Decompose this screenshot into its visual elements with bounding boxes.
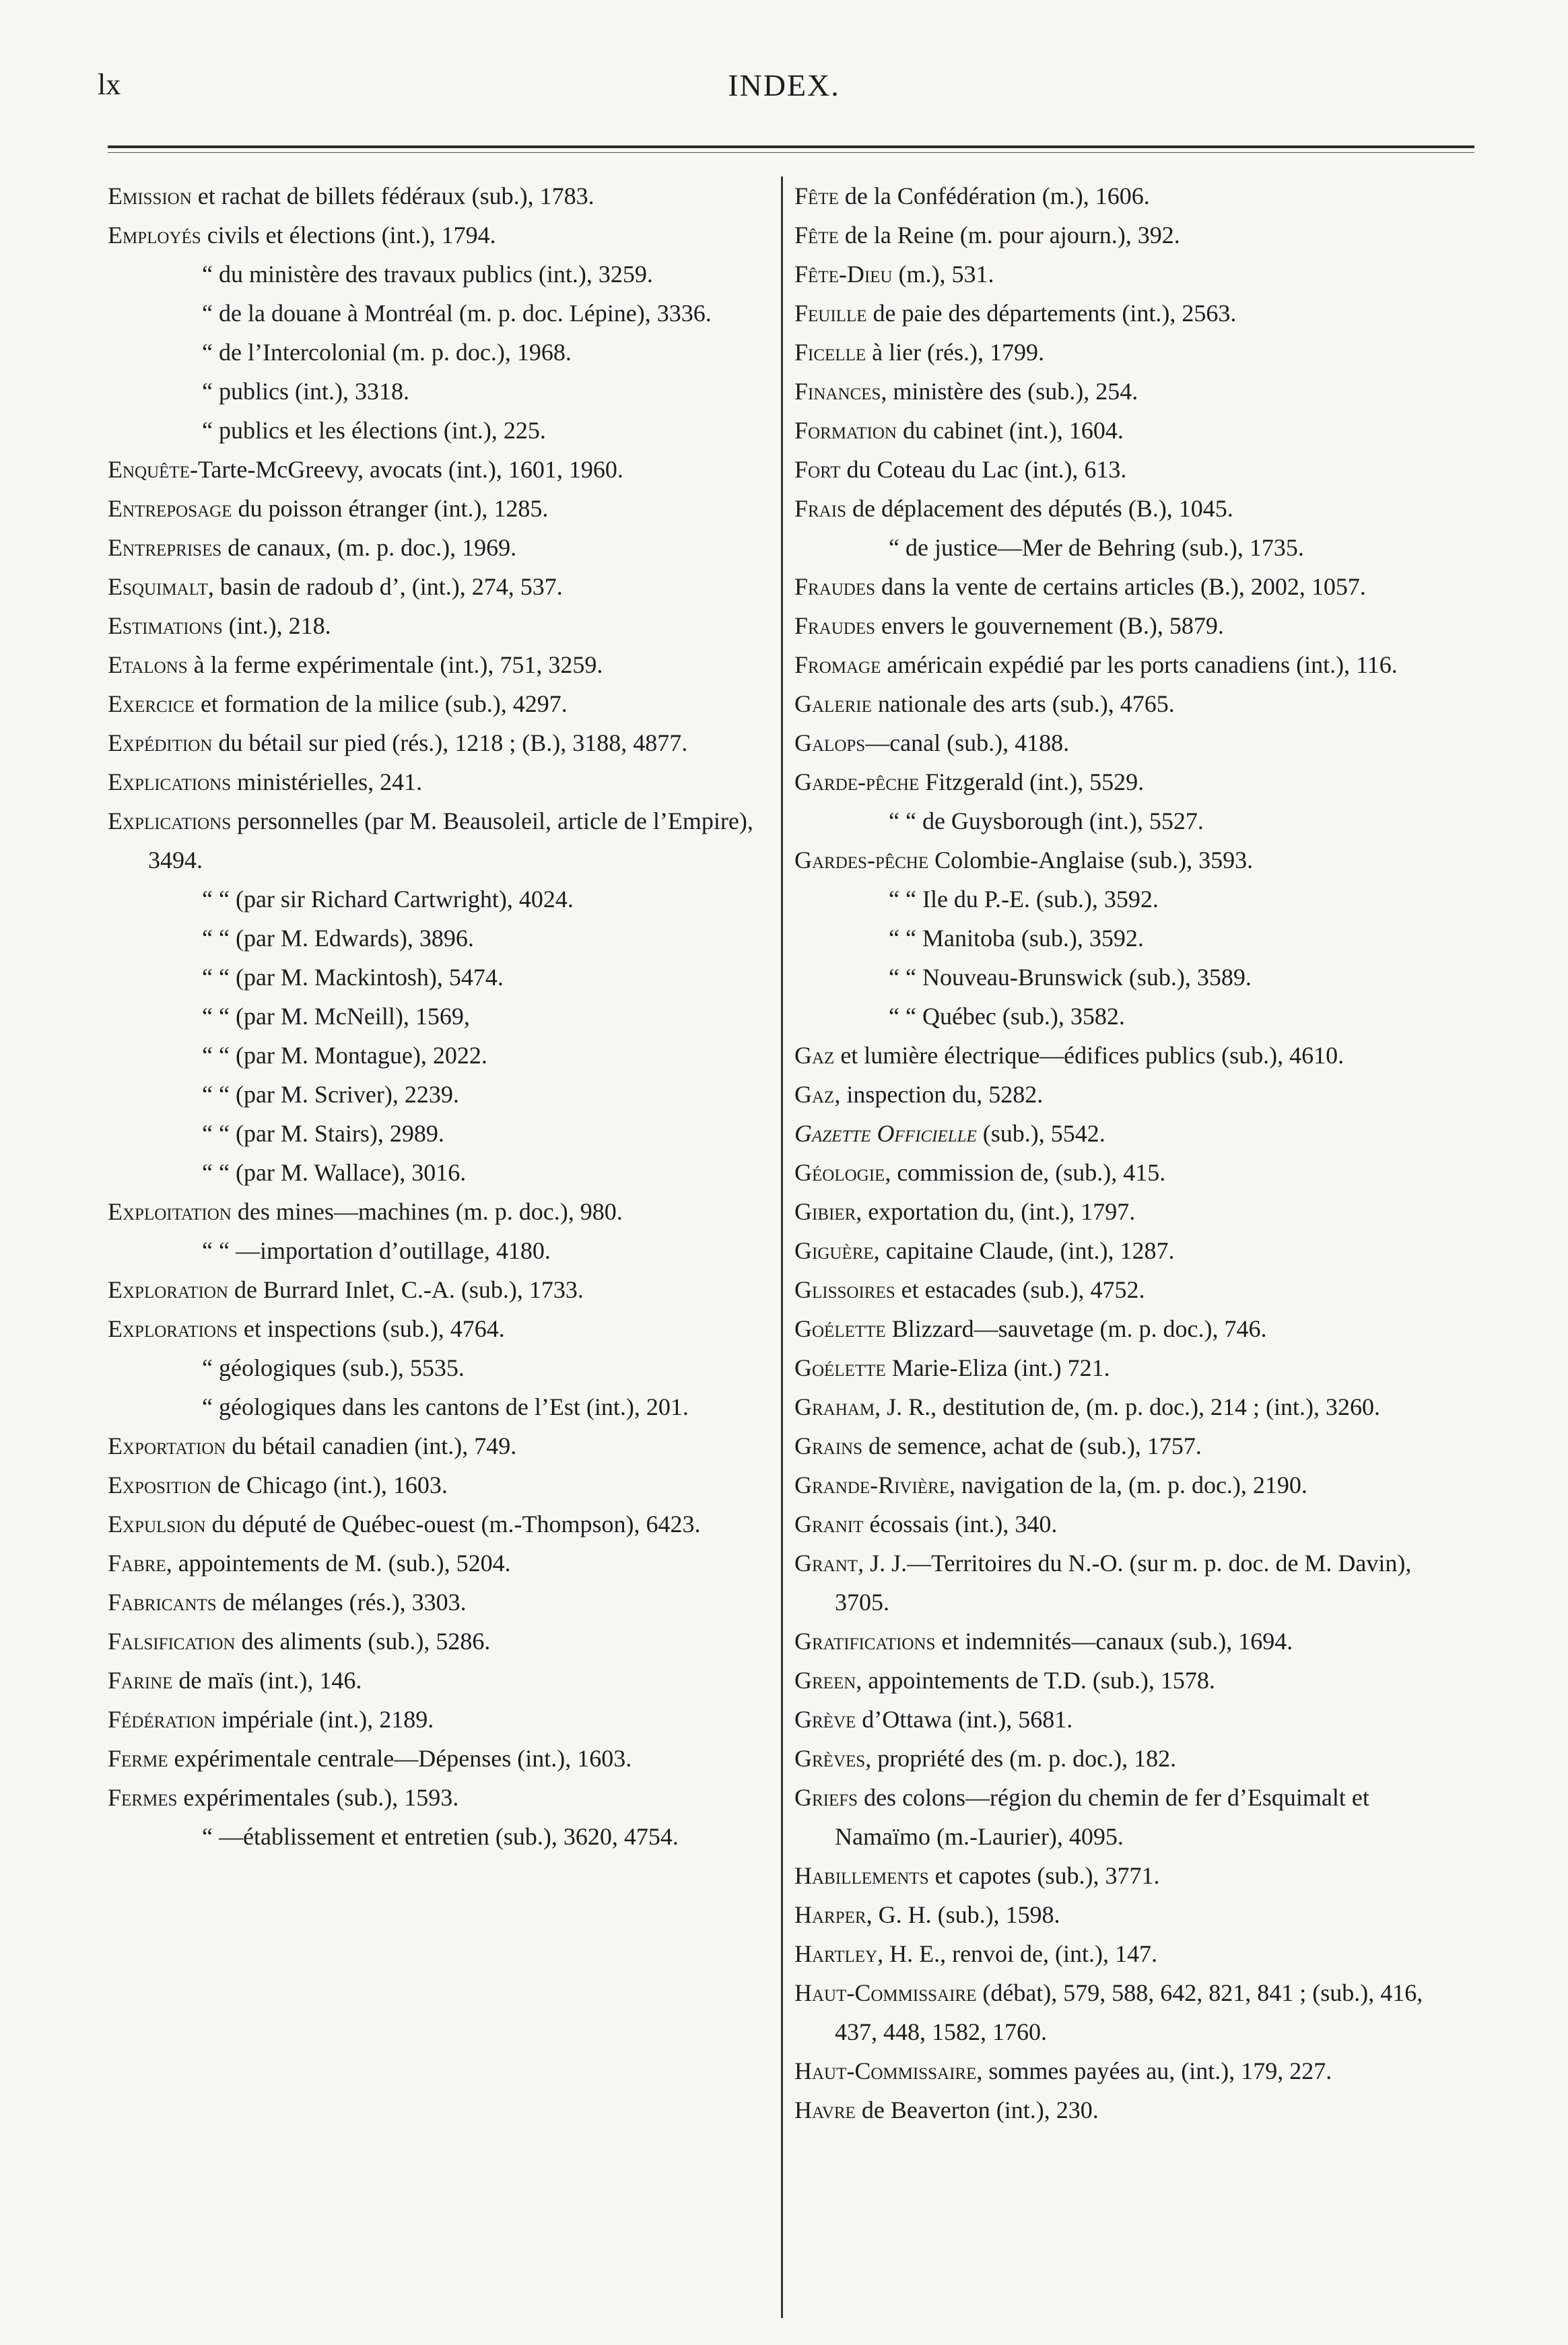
index-entry-heading: Grève <box>794 1706 856 1733</box>
index-entry <box>794 1075 1461 1114</box>
index-entry <box>794 1153 1461 1192</box>
index-entry <box>108 333 774 372</box>
index-entry-text: “ “ (par M. Montague), 2022. <box>202 1042 487 1069</box>
index-entry <box>108 1661 774 1700</box>
index-entry-heading: Exposition <box>108 1472 211 1498</box>
index-entry-text: impériale (int.), 2189. <box>215 1706 434 1733</box>
index-entry-text: de Beaverton (int.), 230. <box>855 2096 1099 2123</box>
index-entry <box>794 2090 1461 2129</box>
index-entry-heading: Fête-Dieu <box>794 261 893 288</box>
index-entry-heading: Expulsion <box>108 1511 206 1538</box>
index-entry-text: Colombie-Anglaise (sub.), 3593. <box>928 847 1254 873</box>
index-entry-text: expérimentale centrale—Dépenses (int.), 1603. <box>168 1745 632 1772</box>
index-entry-text: , basin de radoub d’, (int.), 274, 537. <box>207 573 563 600</box>
index-entry-text: (sub.), 5542. <box>976 1120 1105 1147</box>
index-entry-text: “ “ Manitoba (sub.), 3592. <box>889 925 1144 952</box>
index-entry <box>108 1583 774 1622</box>
index-entry-heading: Entreprises <box>108 534 222 561</box>
index-entry-text: des colons—région du chemin de fer d’Esquimalt et Namaïmo (m.-Laurier), 4095. <box>835 1784 1369 1850</box>
index-entry-text: “ “ (par M. McNeill), 1569, <box>202 1003 470 1030</box>
index-entry <box>794 723 1461 762</box>
index-entry-heading: Graham <box>794 1393 875 1420</box>
page-number: lx <box>98 68 121 101</box>
index-entry <box>108 567 774 606</box>
index-entry <box>794 489 1461 528</box>
index-entry <box>108 1114 774 1153</box>
index-entry-heading: Fabricants <box>108 1589 217 1616</box>
index-entry <box>794 294 1461 333</box>
index-entry-heading: Goélette <box>794 1315 886 1342</box>
index-entry-text: de la Reine (m. pour ajourn.), 392. <box>838 222 1180 249</box>
index-entry-heading: Giguère <box>794 1237 874 1264</box>
index-entry-text: “ “ (par M. Wallace), 3016. <box>202 1159 467 1186</box>
index-entry-text: “ géologiques (sub.), 5535. <box>202 1354 465 1381</box>
index-entry <box>794 1739 1461 1778</box>
index-entry <box>108 606 774 645</box>
index-entry-text: “ “ —importation d’outillage, 4180. <box>202 1237 551 1264</box>
index-entry <box>794 1622 1461 1661</box>
index-entry <box>794 919 1461 958</box>
index-entry-heading: Emission <box>108 183 192 209</box>
index-entry-heading: Falsification <box>108 1628 236 1655</box>
index-entry-text: , navigation de la, (m. p. doc.), 2190. <box>949 1472 1307 1498</box>
index-entry-heading: Exercice <box>108 690 195 717</box>
index-entry-heading: Farine <box>108 1667 173 1694</box>
index-entry-text: écossais (int.), 340. <box>863 1511 1058 1538</box>
index-entry-text: “ —établissement et entretien (sub.), 3620, 4754. <box>202 1823 679 1850</box>
index-entry-text: , sommes payées au, (int.), 179, 227. <box>976 2057 1332 2084</box>
index-entry-text: (m.), 531. <box>892 261 994 288</box>
index-entry-text: à la ferme expérimentale (int.), 751, 3259. <box>187 651 603 678</box>
index-entry <box>794 1192 1461 1231</box>
index-entry-text: , appointements de M. (sub.), 5204. <box>166 1550 511 1577</box>
index-entry-heading: Gratifications <box>794 1628 936 1655</box>
index-entry-text: expérimentales (sub.), 1593. <box>177 1784 459 1811</box>
index-entry <box>108 1231 774 1270</box>
index-entry <box>108 801 774 880</box>
index-entry <box>108 684 774 723</box>
index-entry <box>108 1270 774 1309</box>
index-entry <box>794 450 1461 489</box>
index-entry <box>108 176 774 216</box>
index-entry-heading: Grande-Rivière <box>794 1472 950 1498</box>
index-entry-text: et formation de la milice (sub.), 4297. <box>194 690 568 717</box>
index-entry <box>794 1270 1461 1309</box>
index-entry-text: “ “ (par M. Mackintosh), 5474. <box>202 964 504 991</box>
header-rule <box>108 145 1474 148</box>
index-entry-heading: Grant <box>794 1550 858 1577</box>
index-column-left <box>108 176 774 1856</box>
index-entry-heading: Feuille <box>794 300 867 327</box>
index-entry <box>108 1192 774 1231</box>
index-entry-heading: Green <box>794 1667 856 1694</box>
index-entry-text: “ “ (par M. Edwards), 3896. <box>202 925 474 952</box>
index-entry <box>794 372 1461 411</box>
index-entry <box>794 1895 1461 1934</box>
index-entry-text: , H. E., renvoi de, (int.), 147. <box>877 1940 1158 1967</box>
index-entry-text: “ “ (par sir Richard Cartwright), 4024. <box>202 886 574 913</box>
index-entry-heading: Enquête <box>108 456 190 483</box>
index-entry-text: américain expédié par les ports canadiens (int.), 116. <box>881 651 1398 678</box>
index-entry-text: des mines—machines (m. p. doc.), 980. <box>231 1198 623 1225</box>
index-entry <box>108 1348 774 1387</box>
index-entry <box>794 255 1461 294</box>
index-entry <box>108 450 774 489</box>
index-entry-text: de la Confédération (m.), 1606. <box>838 183 1150 209</box>
index-entry-text: “ “ (par M. Scriver), 2239. <box>202 1081 459 1108</box>
index-entry <box>794 801 1461 840</box>
index-entry-heading: Fraudes <box>794 612 876 639</box>
index-entry <box>794 645 1461 684</box>
index-entry-heading: Etalons <box>108 651 188 678</box>
index-entry-text: de mélanges (rés.), 3303. <box>216 1589 467 1616</box>
index-entry-heading: Fraudes <box>794 573 876 600</box>
index-entry-text: , capitaine Claude, (int.), 1287. <box>873 1237 1175 1264</box>
index-entry <box>108 1153 774 1192</box>
index-entry <box>794 1973 1461 2051</box>
index-entry <box>108 997 774 1036</box>
index-entry-text: “ publics et les élections (int.), 225. <box>202 417 546 444</box>
index-entry <box>108 411 774 450</box>
index-entry-text: Fitzgerald (int.), 5529. <box>919 768 1145 795</box>
index-entry <box>794 528 1461 567</box>
index-entry <box>108 1817 774 1856</box>
index-entry <box>794 684 1461 723</box>
index-entry-heading: Fromage <box>794 651 881 678</box>
index-entry-text: “ “ Ile du P.-E. (sub.), 3592. <box>889 886 1159 913</box>
index-entry <box>108 1739 774 1778</box>
index-entry <box>794 1934 1461 1973</box>
index-entry <box>794 997 1461 1036</box>
index-entry-heading: Finances <box>794 378 881 405</box>
index-entry-text: et capotes (sub.), 3771. <box>928 1862 1160 1889</box>
index-entry-heading: Entreposage <box>108 495 232 522</box>
index-entry <box>794 1426 1461 1465</box>
index-entry <box>794 1465 1461 1505</box>
index-entry <box>794 1661 1461 1700</box>
index-entry-heading: Explications <box>108 768 232 795</box>
index-entry-heading: Griefs <box>794 1784 858 1811</box>
index-entry-text: et rachat de billets fédéraux (sub.), 1783. <box>191 183 594 209</box>
index-entry-heading: Hartley <box>794 1940 878 1967</box>
index-entry <box>108 1075 774 1114</box>
index-entry-heading: Goélette <box>794 1354 886 1381</box>
index-entry-heading: Fermes <box>108 1784 178 1811</box>
index-entry <box>108 1465 774 1505</box>
index-entry-heading: Havre <box>794 2096 856 2123</box>
index-entry <box>794 1856 1461 1895</box>
index-entry <box>108 255 774 294</box>
index-entry-text: à lier (rés.), 1799. <box>866 339 1045 366</box>
index-entry-text: et estacades (sub.), 4752. <box>895 1276 1145 1303</box>
index-entry <box>108 880 774 919</box>
index-entry <box>794 333 1461 372</box>
index-entry-heading: Exploitation <box>108 1198 232 1225</box>
index-entry-text: du poisson étranger (int.), 1285. <box>232 495 549 522</box>
index-entry-text: “ de la douane à Montréal (m. p. doc. Lépine), 3336. <box>202 300 712 327</box>
index-entry <box>794 411 1461 450</box>
index-entry-text: “ publics (int.), 3318. <box>202 378 409 405</box>
index-entry <box>108 645 774 684</box>
index-entry-heading: Formation <box>794 417 897 444</box>
index-entry <box>108 528 774 567</box>
index-entry-text: , inspection du, 5282. <box>834 1081 1044 1108</box>
index-entry-heading: Ficelle <box>794 339 866 366</box>
index-entry <box>794 1700 1461 1739</box>
column-divider <box>781 176 783 2318</box>
index-entry <box>108 489 774 528</box>
index-entry <box>794 1778 1461 1856</box>
index-entry <box>794 1309 1461 1348</box>
index-entry-text: -Tarte-McGreevy, avocats (int.), 1601, 1960. <box>189 456 623 483</box>
index-entry <box>794 1544 1461 1622</box>
index-entry-text: “ “ Québec (sub.), 3582. <box>889 1003 1125 1030</box>
index-entry <box>794 880 1461 919</box>
index-entry-text: du Coteau du Lac (int.), 613. <box>840 456 1127 483</box>
index-entry-heading: Grains <box>794 1432 863 1459</box>
index-entry-heading: Grèves <box>794 1745 866 1772</box>
index-entry-heading: Explorations <box>108 1315 238 1342</box>
index-entry-heading: Explications <box>108 807 232 834</box>
index-entry-heading: Gibier <box>794 1198 856 1225</box>
index-entry-text: du cabinet (int.), 1604. <box>896 417 1124 444</box>
index-entry <box>794 606 1461 645</box>
index-column-right <box>794 176 1461 2129</box>
index-entry-text: “ géologiques dans les cantons de l’Est (int.), 201. <box>202 1393 689 1420</box>
index-entry <box>794 176 1461 216</box>
index-entry-text: , ministère des (sub.), 254. <box>881 378 1138 405</box>
index-entry <box>108 372 774 411</box>
index-entry <box>108 216 774 255</box>
index-entry-text: “ de justice—Mer de Behring (sub.), 1735. <box>889 534 1304 561</box>
index-entry-heading: Haut-Commissaire <box>794 2057 977 2084</box>
index-entry-heading: Gaz <box>794 1042 835 1069</box>
index-entry-text: “ du ministère des travaux publics (int.), 3259. <box>202 261 653 288</box>
index-entry-heading: Fête <box>794 222 839 249</box>
index-entry <box>794 762 1461 801</box>
index-entry-text: , exportation du, (int.), 1797. <box>856 1198 1136 1225</box>
index-entry <box>108 1387 774 1426</box>
index-entry <box>108 723 774 762</box>
index-entry-text: , commission de, (sub.), 415. <box>885 1159 1166 1186</box>
index-entry-text: , J. R., destitution de, (m. p. doc.), 214 ; (int.), 3260. <box>875 1393 1381 1420</box>
index-entry-heading: Exportation <box>108 1432 226 1459</box>
index-entry-heading: Fort <box>794 456 841 483</box>
index-entry-text: “ de l’Intercolonial (m. p. doc.), 1968. <box>202 339 572 366</box>
index-entry-heading: Fédération <box>108 1706 216 1733</box>
header-rule-thin <box>108 152 1474 153</box>
index-entry <box>794 958 1461 997</box>
index-entry <box>108 1544 774 1583</box>
index-entry-text: “ “ de Guysborough (int.), 5527. <box>889 807 1204 834</box>
index-entry <box>794 1114 1461 1153</box>
index-entry <box>794 1036 1461 1075</box>
index-entry <box>794 1387 1461 1426</box>
index-entry-text: de Burrard Inlet, C.-A. (sub.), 1733. <box>228 1276 584 1303</box>
index-entry-heading: Glissoires <box>794 1276 895 1303</box>
index-entry <box>794 216 1461 255</box>
index-entry-heading: Esquimalt <box>108 573 208 600</box>
index-entry <box>108 1309 774 1348</box>
index-entry <box>794 840 1461 880</box>
index-entry-heading: Expédition <box>108 729 213 756</box>
index-entry-text: envers le gouvernement (B.), 5879. <box>875 612 1224 639</box>
index-entry <box>794 1348 1461 1387</box>
index-entry-heading: Granit <box>794 1511 864 1538</box>
index-entry-heading: Gaz <box>794 1081 835 1108</box>
index-entry-text: d’Ottawa (int.), 5681. <box>856 1706 1073 1733</box>
index-entry-heading: Ferme <box>108 1745 168 1772</box>
index-entry-heading: Garde-pêche <box>794 768 920 795</box>
index-entry <box>108 1622 774 1661</box>
index-entry-heading: Habillements <box>794 1862 929 1889</box>
index-entry <box>794 1505 1461 1544</box>
index-entry-text: de maïs (int.), 146. <box>172 1667 362 1694</box>
index-entry-text: , G. H. (sub.), 1598. <box>866 1901 1060 1928</box>
index-entry-text: “ “ Nouveau-Brunswick (sub.), 3589. <box>889 964 1252 991</box>
index-entry <box>794 567 1461 606</box>
index-entry-heading: Galops <box>794 729 866 756</box>
index-entry-text: de paie des départements (int.), 2563. <box>866 300 1237 327</box>
index-entry <box>108 1426 774 1465</box>
index-entry <box>794 1231 1461 1270</box>
index-entry-heading: Estimations <box>108 612 223 639</box>
index-entry-text: et inspections (sub.), 4764. <box>237 1315 505 1342</box>
index-entry-heading: Géologie <box>794 1159 885 1186</box>
index-entry-heading: Frais <box>794 495 846 522</box>
index-entry-text: dans la vente de certains articles (B.), 2002, 1057. <box>875 573 1366 600</box>
index-entry <box>108 294 774 333</box>
index-entry-text: et indemnités—canaux (sub.), 1694. <box>935 1628 1293 1655</box>
index-entry-heading: Gazette Officielle <box>794 1120 977 1147</box>
index-entry-text: de canaux, (m. p. doc.), 1969. <box>221 534 517 561</box>
index-entry-text: (int.), 218. <box>222 612 331 639</box>
index-entry-text: “ “ (par M. Stairs), 2989. <box>202 1120 444 1147</box>
index-entry-heading: Fabre <box>108 1550 166 1577</box>
index-entry-text: personnelles (par M. Beausoleil, article de l’Empire), 3494. <box>148 807 753 873</box>
index-entry-text: ministérielles, 241. <box>231 768 423 795</box>
index-entry-text: de Chicago (int.), 1603. <box>211 1472 448 1498</box>
index-entry-text: de semence, achat de (sub.), 1757. <box>862 1432 1202 1459</box>
index-entry-text: et lumière électrique—édifices publics (sub.), 4610. <box>834 1042 1344 1069</box>
index-entry-heading: Harper <box>794 1901 866 1928</box>
index-entry-heading: Employés <box>108 222 201 249</box>
index-entry-text: , appointements de T.D. (sub.), 1578. <box>856 1667 1215 1694</box>
index-entry-text: Blizzard—sauvetage (m. p. doc.), 746. <box>885 1315 1267 1342</box>
index-entry-text: des aliments (sub.), 5286. <box>235 1628 491 1655</box>
index-entry-text: du bétail canadien (int.), 749. <box>226 1432 517 1459</box>
index-entry-text: nationale des arts (sub.), 4765. <box>871 690 1175 717</box>
index-entry <box>108 919 774 958</box>
index-entry-heading: Exploration <box>108 1276 228 1303</box>
index-entry-text: civils et élections (int.), 1794. <box>201 222 496 249</box>
index-entry <box>108 1036 774 1075</box>
index-entry-text: (débat), 579, 588, 642, 821, 841 ; (sub.), 416, 437, 448, 1582, 1760. <box>835 1979 1423 2045</box>
index-entry <box>108 762 774 801</box>
index-entry-text: du député de Québec-ouest (m.-Thompson), 6423. <box>205 1511 701 1538</box>
index-entry <box>794 2051 1461 2090</box>
index-entry-text: , propriété des (m. p. doc.), 182. <box>865 1745 1177 1772</box>
page-title: INDEX. <box>728 68 840 102</box>
index-entry-heading: Galerie <box>794 690 872 717</box>
index-entry-heading: Gardes-pêche <box>794 847 929 873</box>
index-entry <box>108 1778 774 1817</box>
index-entry-heading: Haut-Commissaire <box>794 1979 977 2006</box>
index-entry <box>108 1505 774 1544</box>
index-entry-text: de déplacement des députés (B.), 1045. <box>846 495 1233 522</box>
index-entry <box>108 958 774 997</box>
index-entry-text: —canal (sub.), 4188. <box>865 729 1070 756</box>
index-entry-text: du bétail sur pied (rés.), 1218 ; (B.), 3188, 4877. <box>212 729 688 756</box>
index-entry-text: , J. J.—Territoires du N.-O. (sur m. p. doc. de M. Davin), 3705. <box>835 1550 1412 1616</box>
index-entry <box>108 1700 774 1739</box>
index-entry-heading: Fête <box>794 183 839 209</box>
index-entry-text: Marie-Eliza (int.) 721. <box>885 1354 1110 1381</box>
